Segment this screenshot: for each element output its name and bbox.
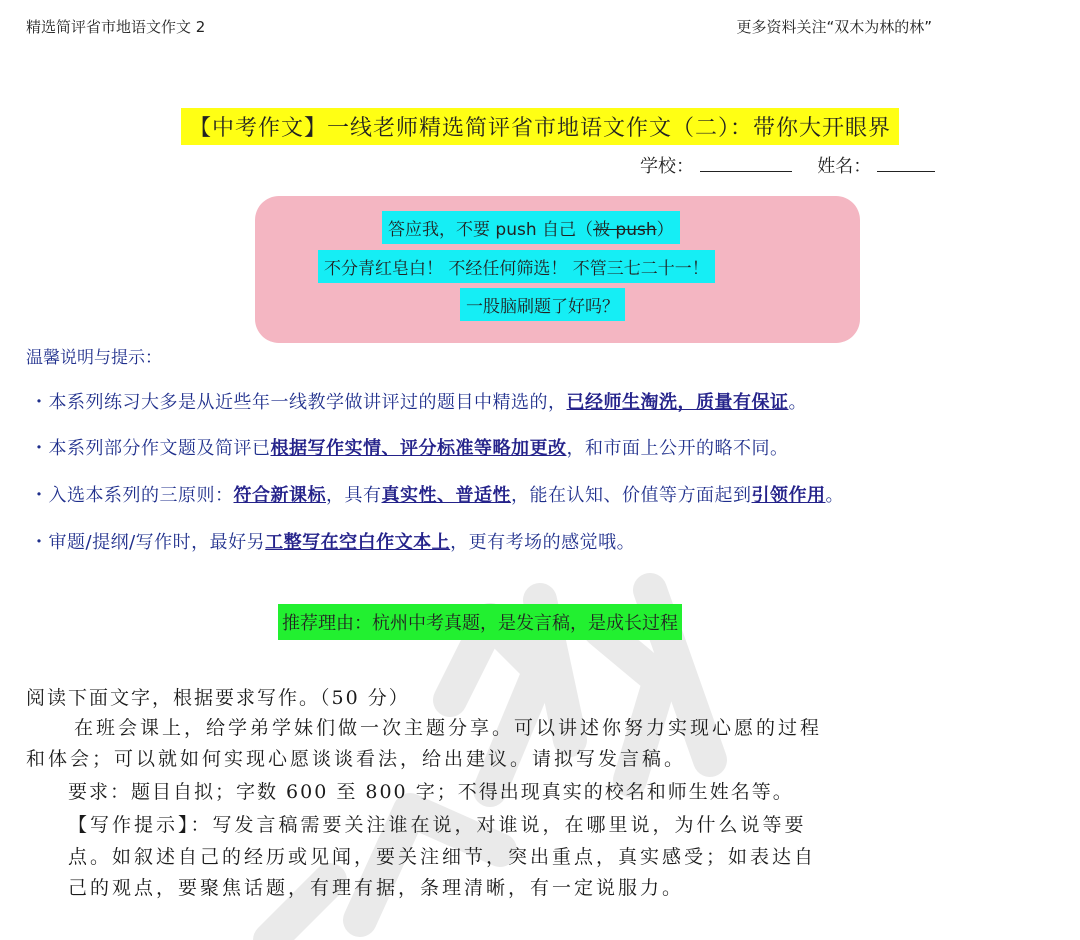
tip-text: 。 (788, 392, 807, 413)
recommend-row (0, 604, 960, 640)
tip-text: 。 (825, 485, 844, 506)
name-label: 姓名： (817, 156, 872, 177)
banner-line-1-strike: 被 push (593, 220, 657, 240)
tip-emphasis: 根据写作实情、评分标准等略加更改 (270, 438, 567, 459)
tip-item (30, 388, 807, 414)
banner-line-2: 不分青红皂白！ 不经任何筛选！ 不管三七二十一！ (318, 250, 715, 283)
header-right-text: 更多资料关注“双木为林的林” (736, 18, 932, 36)
tip-item (30, 434, 789, 460)
banner-line-3: 一股脑刷题了好吗？ (460, 288, 625, 321)
tip-emphasis: 引领作用 (751, 485, 826, 506)
prompt-line: 阅读下面文字，根据要求写作。（50 分） (26, 687, 410, 709)
tip-text: ・入选本系列的三原则： (30, 485, 234, 506)
tip-text: ，和市面上公开的略不同。 (566, 438, 789, 459)
banner-line-1-suffix: ） (656, 220, 674, 240)
tip-text: ，能在认知、价值等方面起到 (511, 485, 752, 506)
tip-text: ・本系列练习大多是从近些年一线教学做讲评过的题目中精选的， (30, 392, 567, 413)
school-blank (700, 153, 792, 172)
banner-line-1-text: 答应我，不要 push 自己（ (388, 220, 594, 240)
tip-item (30, 481, 844, 507)
tip-emphasis: 工整写在空白作文本上 (265, 532, 451, 553)
prompt-line: 要求：题目自拟；字数 600 至 800 字；不得出现真实的校名和师生姓名等。 (68, 781, 794, 803)
school-label: 学校： (640, 156, 694, 177)
tip-emphasis: 符合新课标 (233, 485, 326, 506)
prompt-line: 和体会；可以就如何实现心愿谈谈看法，给出建议。请拟写发言稿。 (26, 748, 687, 770)
tip-emphasis: 真实性、普适性 (381, 485, 511, 506)
header-left-text: 精选简评省市地语文作文 2 (26, 18, 206, 36)
tip-emphasis: 已经师生淘洗，质量有保证 (566, 392, 789, 413)
banner-line-1 (382, 211, 680, 244)
tip-item (30, 528, 635, 554)
recommend-reason: 推荐理由：杭州中考真题，是发言稿，是成长过程 (278, 604, 682, 640)
tips-heading: 温馨说明与提示： (26, 348, 162, 368)
title-row (0, 108, 1080, 145)
prompt-line: 【写作提示】：写发言稿需要关注谁在说，对谁说，在哪里说，为什么说等要 (68, 814, 807, 836)
tip-text: ・本系列部分作文题及简评已 (30, 438, 271, 459)
tip-text: ，具有 (326, 485, 382, 506)
tip-text: ・审题/提纲/写作时，最好另 (30, 532, 266, 553)
tip-text: ，更有考场的感觉哦。 (450, 532, 636, 553)
prompt-line: 点。如叙述自己的经历或见闻，要关注细节，突出重点，真实感受；如表达自 (68, 846, 817, 868)
document-title: 【中考作文】一线老师精选简评省市地语文作文（二）：带你大开眼界 (181, 108, 899, 145)
prompt-line: 在班会课上，给学弟学妹们做一次主题分享。可以讲述你努力实现心愿的过程 (74, 717, 823, 739)
school-name-line (640, 152, 935, 178)
prompt-line: 己的观点，要聚焦话题，有理有据，条理清晰，有一定说服力。 (68, 877, 685, 899)
name-blank (877, 153, 935, 172)
